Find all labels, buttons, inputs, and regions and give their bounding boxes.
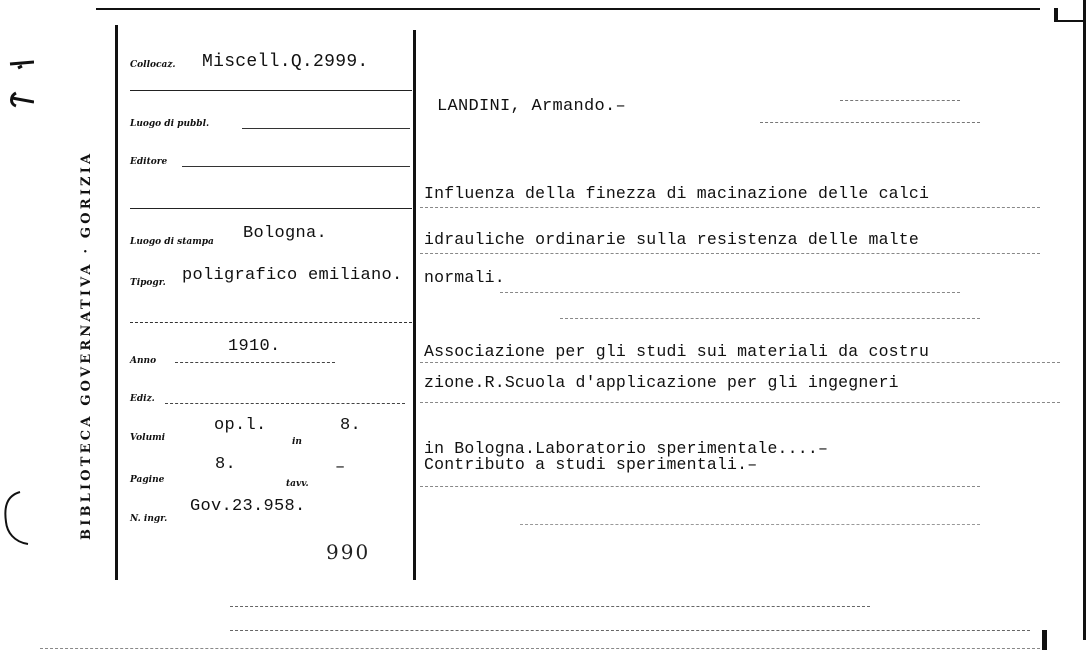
ruled-line-r6: [560, 318, 980, 319]
author-heading: LANDINI, Armando.–: [437, 97, 627, 116]
collocazione-value: Miscell.Q.2999.: [202, 52, 369, 72]
edizione-line: [165, 403, 405, 404]
left-column-rule: [115, 25, 118, 580]
collocazione-label: Collocaz.: [130, 60, 176, 70]
ruled-line-r10: [520, 524, 980, 525]
volumi-label: Volumi: [130, 433, 166, 443]
rule-2: [130, 208, 412, 209]
volumi-value: op.l.: [214, 416, 267, 435]
ruled-line-r3: [420, 207, 1040, 208]
bottom-rule-3: [40, 648, 1040, 649]
bottom-right-mark: [1042, 630, 1047, 650]
bottom-rule-1: [230, 606, 870, 607]
anno-value: 1910.: [228, 337, 281, 356]
punch-mark-bottom: [0, 488, 30, 548]
editore-label: Editore: [130, 157, 168, 167]
luogo-pubbl-line: [242, 128, 410, 129]
anno-label: Anno: [130, 356, 157, 366]
luogo-pubbl-label: Luogo di pubbl.: [130, 119, 210, 129]
ruled-line-r9: [420, 486, 980, 487]
rule-3: [130, 322, 412, 323]
pagine-value: 8.: [215, 455, 237, 474]
card-corner-mark-line: [1054, 20, 1084, 22]
ruled-line-r2: [760, 122, 980, 123]
title-line-1: Influenza della finezza di macinazione delle calci: [424, 184, 930, 203]
card-right-edge: [1083, 0, 1086, 640]
edizione-label: Ediz.: [130, 394, 155, 404]
pagine-tav-value: –: [335, 458, 346, 477]
library-header-text: BIBLIOTECA GOVERNATIVA · GORIZIA: [79, 150, 94, 540]
volumi-in-label: in: [292, 437, 302, 447]
tipografo-value: poligrafico emiliano.: [182, 266, 403, 285]
tipografo-label: Tipogr.: [130, 278, 166, 288]
editore-line: [182, 166, 410, 167]
handwritten-number: 990: [326, 540, 371, 564]
pagine-tav-label: tavv.: [286, 479, 309, 489]
bottom-rule-2: [230, 630, 1030, 631]
n-ingr-label: N. ingr.: [130, 514, 168, 524]
punch-mark-top: [4, 58, 34, 118]
n-ingr-value: Gov.23.958.: [190, 497, 306, 516]
note-line-2: zione.R.Scuola d'applicazione per gli ingegneri: [424, 373, 899, 392]
rule-1: [130, 90, 412, 91]
note-line-4: Contributo a studi sperimentali.–: [424, 455, 758, 474]
middle-column-rule: [413, 30, 416, 580]
ruled-line-r1: [840, 100, 960, 101]
title-line-2: idrauliche ordinarie sulla resistenza delle malte: [424, 230, 919, 249]
title-line-3: normali.: [424, 268, 505, 287]
note-line-1: Associazione per gli studi sui materiali da costru: [424, 342, 930, 361]
ruled-line-r8: [420, 402, 1060, 403]
ruled-line-r4: [420, 253, 1040, 254]
anno-line: [175, 362, 335, 363]
card-top-border: [96, 8, 1040, 10]
note-line-3: in Bologna.Laboratorio sperimentale....–: [424, 439, 829, 458]
pagine-label: Pagine: [130, 475, 165, 485]
volumi-in-value: 8.: [340, 416, 362, 435]
ruled-line-r7: [420, 362, 1060, 363]
ruled-line-r5: [500, 292, 960, 293]
luogo-stampa-label: Luogo di stampa: [130, 237, 214, 247]
luogo-stampa-value: Bologna.: [243, 224, 328, 243]
